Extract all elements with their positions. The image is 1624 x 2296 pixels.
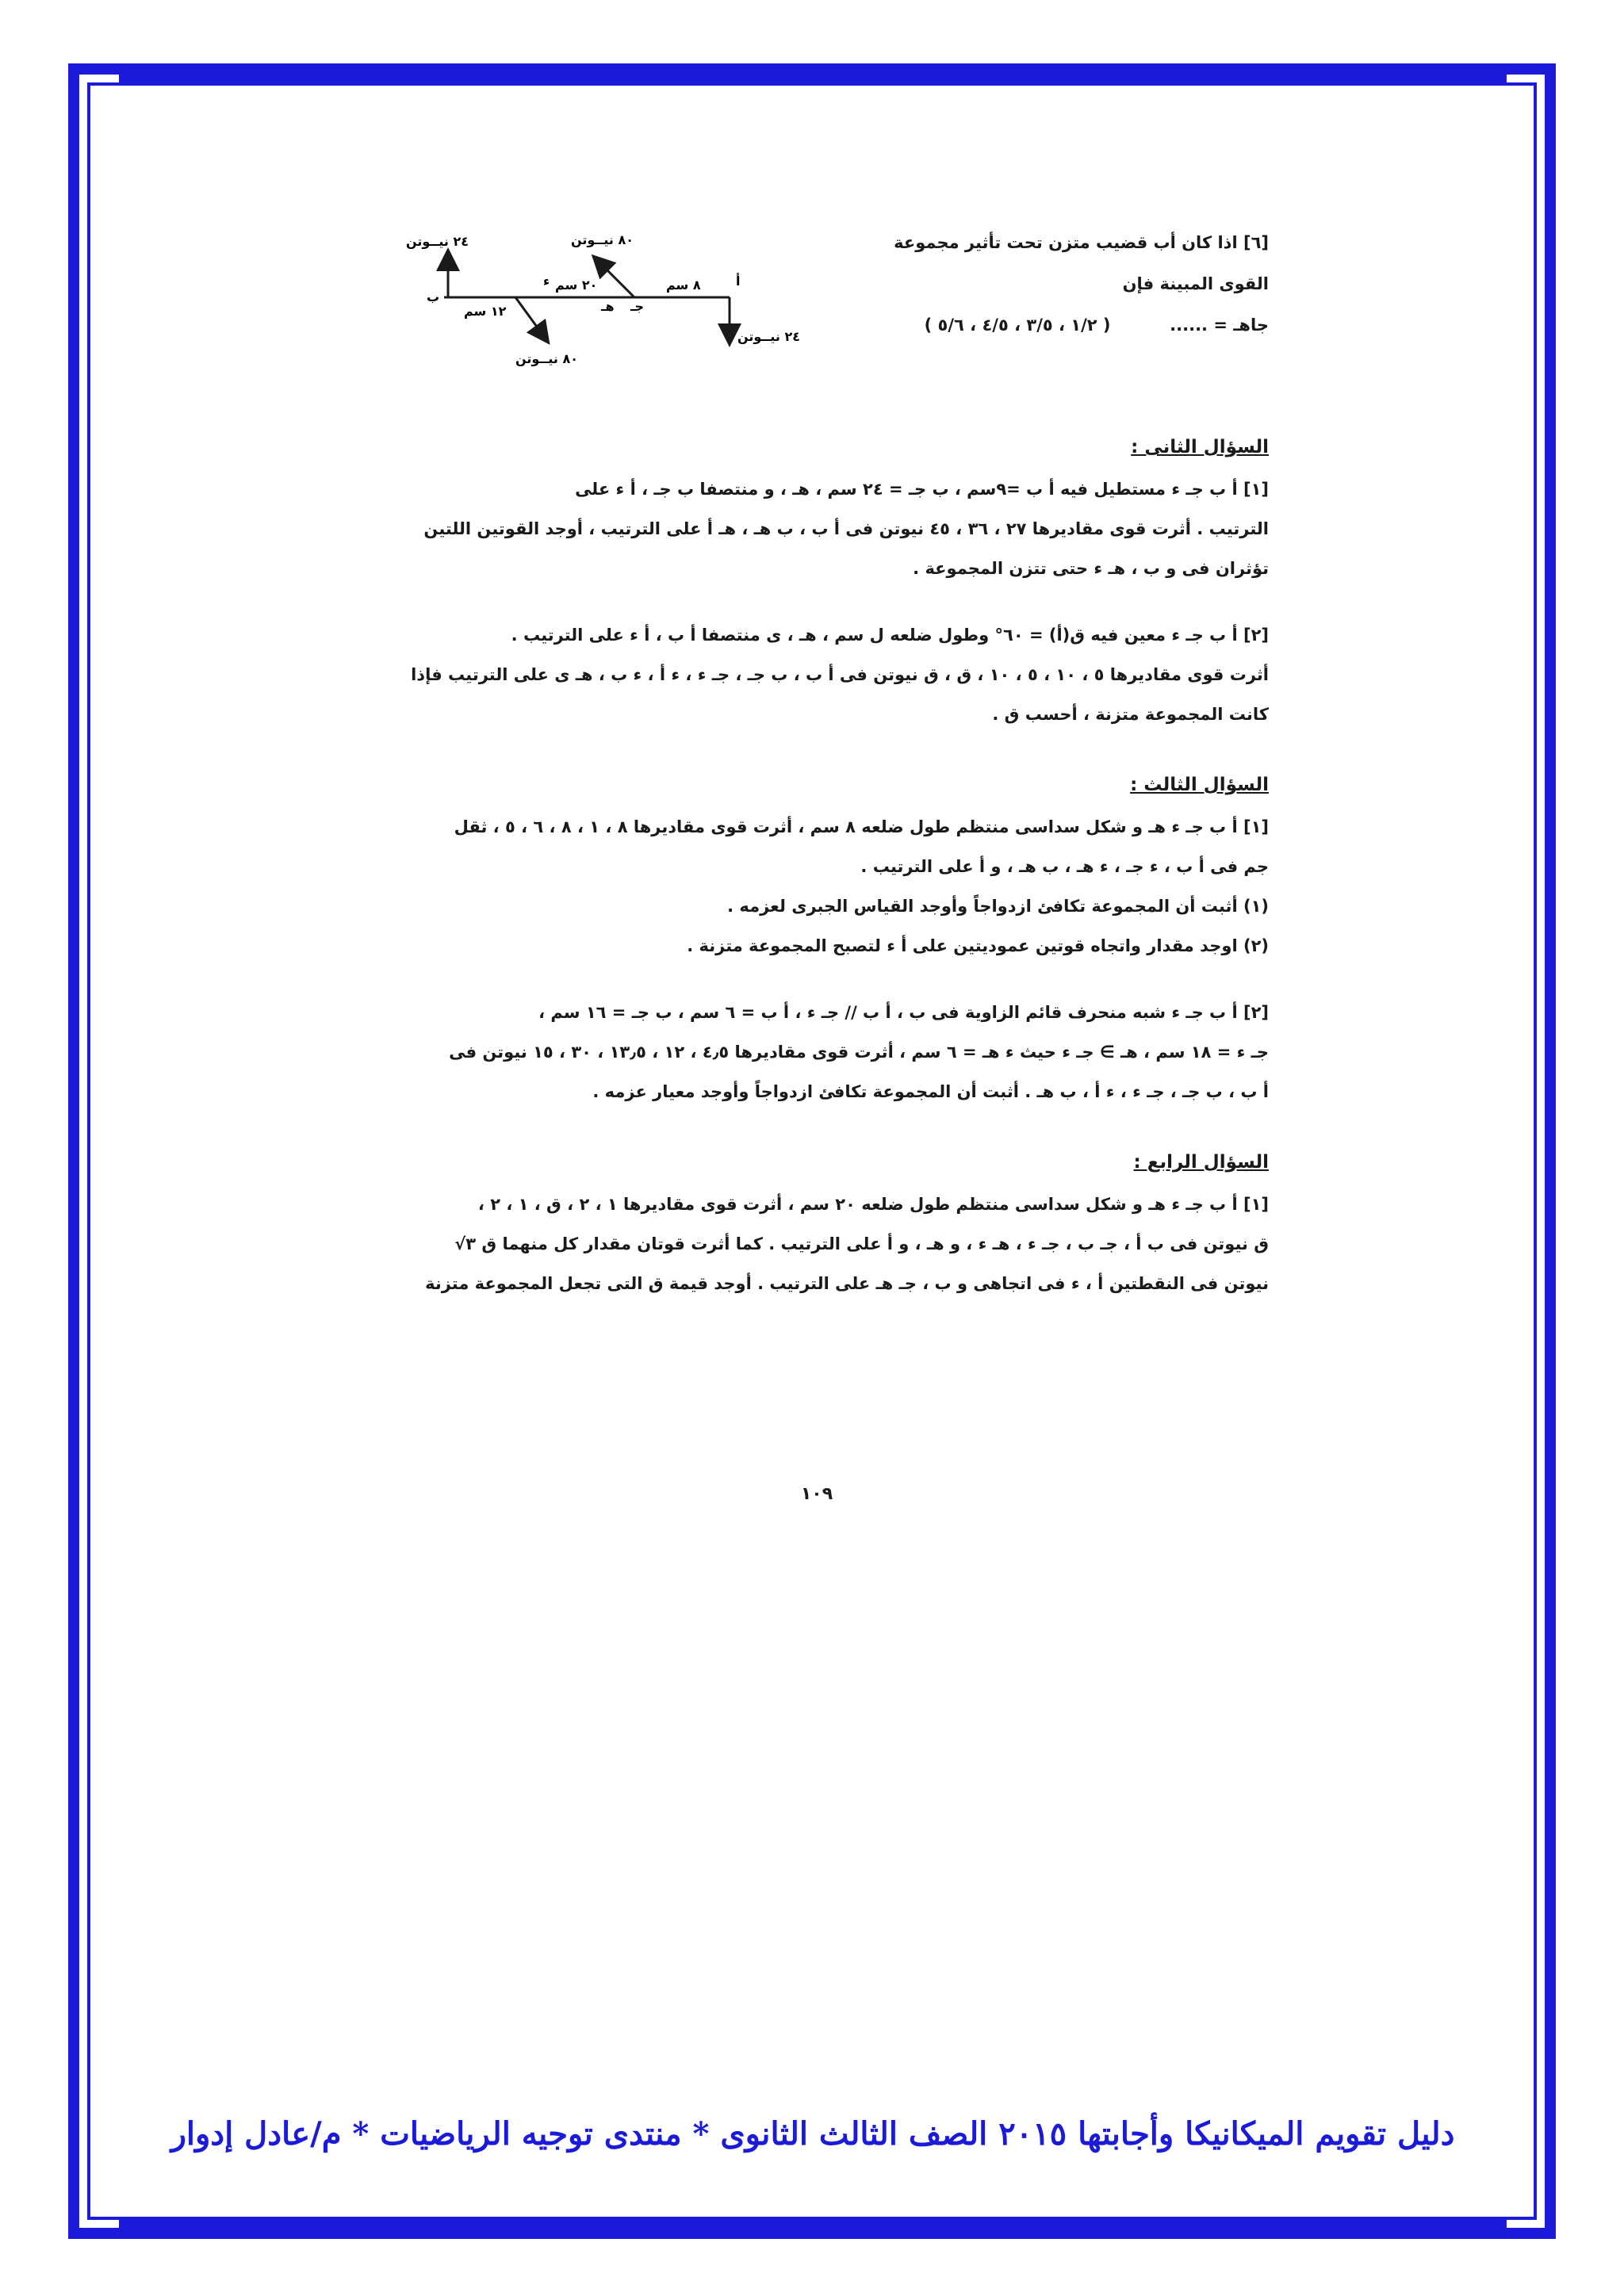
s2-q1-line: تؤثران فى و ب ، هـ ء حتى تتزن المجموعة .: [913, 559, 1269, 578]
section-2: [373, 428, 1269, 734]
s3-q1-line: جم فى أ ب ، ء جـ ، ء هـ ، ب هـ ، و أ على الترتيب .: [860, 857, 1269, 876]
point-a: أ: [736, 274, 741, 289]
s3-q2-line: [٢] أ ب جـ ء شبه منحرف قائم الزاوية فى ب ، أ ب // جـ ء ، أ ب = ٦ سم ، ب جـ = ١٦ سم ،: [538, 1003, 1269, 1022]
rod-force-diagram: [396, 222, 801, 373]
s2-q2-line: أثرت قوى مقاديرها ٥ ، ١٠ ، ٥ ، ١٠ ، ق ، ق نيوتن فى أ ب ، ب جـ ، جـ ء ، ء أ ، ء ب ، هـ ى على الترتيب فإذا: [411, 665, 1269, 684]
section-4: [373, 1143, 1269, 1303]
question-6: [801, 222, 1269, 346]
s2-q1-line: [١] أ ب جـ ء مستطيل فيه أ ب =٩سم ، ب جـ = ٢٤ سم ، هـ ، و منتصفا ب جـ ، أ ء على: [575, 480, 1269, 499]
point-d: ء: [543, 274, 550, 289]
s3-q1-line: (١) أثبت أن المجموعة تكافئ ازدواجاً وأوجد القياس الجبرى لعزمه .: [727, 897, 1269, 916]
q6-answer-label: جاهـ = ......: [1170, 316, 1269, 335]
s4-q1-line: ق نيوتن فى ب أ ، جـ ب ، جـ ء ، هـ ء ، و هـ ، و أ على الترتيب . كما أثرت قوتان مقدار كل منهما ق ٣√: [454, 1234, 1269, 1253]
label-force-bottom-mid: ٨٠ نيــوتن: [515, 351, 579, 366]
s3-question-1: [373, 807, 1269, 966]
s3-question-2: [373, 993, 1269, 1112]
questions-body: [373, 396, 1269, 1330]
label-force-bottom-right: ٢٤ نيــوتن: [737, 329, 801, 344]
s3-q2-line: جـ ء = ١٨ سم ، هـ ∋ جـ ء حيث ء هـ = ٦ سم ، أثرت قوى مقاديرها ٤٫٥ ، ١٢ ، ١٣٫٥ ، ٣٠ ، ١٥ نيوتن فى: [449, 1043, 1269, 1062]
s4-question-1: [373, 1184, 1269, 1303]
q6-line-1: [٦] اذا كان أب قضيب متزن تحت تأثير مجموعة: [894, 233, 1269, 252]
s2-q1-line: الترتيب . أثرت قوى مقاديرها ٢٧ ، ٣٦ ، ٤٥ نيوتن فى أ ب ، ب هـ ، هـ أ على الترتيب ، أوجد القوتين اللتين: [423, 519, 1269, 538]
q6-options: ( ١/٢ ، ٣/٥ ، ٤/٥ ، ٥/٦ ): [924, 316, 1111, 335]
frame-top-bar: [119, 63, 1507, 84]
q6-line-3: [801, 304, 1269, 346]
footer-credit: دليل تقويم الميكانيكا وأجابتها ٢٠١٥ الصف الثالث الثانوى * منتدى توجيه الرياضيات * م/عادل إدوار: [170, 2115, 1455, 2152]
s4-q1-line: نيوتن فى النقطتين أ ، ء فى اتجاهى و ب ، جـ هـ على الترتيب . أوجد قيمة ق التى تجعل المجموعة متزنة: [425, 1274, 1269, 1293]
s3-q1-line: [١] أ ب جـ ء هـ و شكل سداسى منتظم طول ضلعه ٨ سم ، أثرت قوى مقاديرها ٨ ، ١ ، ٨ ، ٦ ، ٥ ، ثقل: [454, 817, 1269, 836]
label-dist-3: ١٢ سم: [464, 304, 507, 319]
label-dist-2: ٢٠ سم: [555, 277, 598, 293]
s3-q2-line: أ ب ، ب جـ ، جـ ء ، ء أ ، ب هـ . أثبت أن المجموعة تكافئ ازدواجاً وأوجد معيار عزمه .: [592, 1082, 1269, 1101]
force-arrow-bottom-mid: [515, 297, 547, 341]
label-force-top-mid: ٨٠ نيــوتن: [571, 232, 634, 247]
section-3-title: السؤال الثالث :: [1130, 775, 1269, 795]
point-b: ب: [427, 289, 440, 304]
point-h: هـ: [601, 299, 615, 314]
force-arrow-top-mid: [595, 258, 634, 297]
section-2-title: السؤال الثانى :: [1131, 437, 1269, 457]
section-4-title: السؤال الرابع :: [1133, 1152, 1269, 1173]
label-dist-1: ٨ سم: [666, 277, 701, 293]
s2-q2-line: [٢] أ ب جـ ء معين فيه ق(أ) = ٦٠° وطول ضلعه ل سم ، هـ ، ى منتصفا أ ب ، أ ء على الترتيب .: [511, 626, 1269, 645]
s2-q2-line: كانت المجموعة متزنة ، أحسب ق .: [992, 705, 1269, 724]
point-j: جـ: [630, 299, 644, 314]
s4-q1-line: [١] أ ب جـ ء هـ و شكل سداسى منتظم طول ضلعه ٢٠ سم ، أثرت قوى مقاديرها ١ ، ٢ ، ق ، ١ ، ٢ ،: [477, 1195, 1269, 1214]
q6-line-2: القوى المبينة فإن: [1122, 274, 1269, 293]
page-number: ١٠٩: [800, 1484, 833, 1504]
label-force-top-left: ٢٤ نيــوتن: [406, 234, 469, 249]
section-3: [373, 766, 1269, 1112]
s3-q1-line: (٢) اوجد مقدار واتجاه قوتين عموديتين على أ ء لتصبح المجموعة متزنة .: [687, 936, 1269, 955]
s2-question-1: [373, 469, 1269, 588]
s2-question-2: [373, 615, 1269, 734]
frame-bottom-bar: [119, 2220, 1507, 2239]
